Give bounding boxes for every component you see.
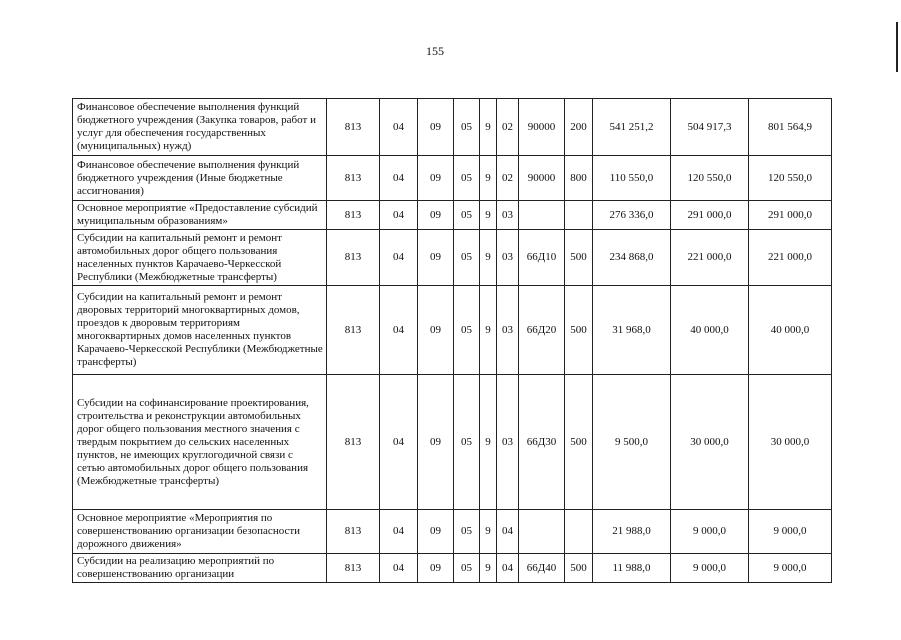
row-description: Основное мероприятие «Мероприятия по совершенствованию организации безопасности дорожного движения» <box>73 510 327 554</box>
cell-expense-type <box>565 201 593 230</box>
cell-expense-type <box>565 510 593 554</box>
cell-amount-year-2: 120 550,0 <box>671 156 749 201</box>
cell-subprogram: 9 <box>480 201 497 230</box>
cell-subprogram: 9 <box>480 510 497 554</box>
cell-section: 04 <box>380 375 418 510</box>
cell-subsection: 09 <box>418 375 454 510</box>
table-row <box>73 230 832 286</box>
cell-target-item: 90000 <box>519 99 565 156</box>
cell-amount-year-3: 221 000,0 <box>749 230 832 286</box>
cell-section: 04 <box>380 156 418 201</box>
cell-expense-type: 500 <box>565 554 593 583</box>
cell-target-item <box>519 510 565 554</box>
cell-section: 04 <box>380 510 418 554</box>
cell-amount-year-3: 40 000,0 <box>749 286 832 375</box>
cell-program: 05 <box>454 554 480 583</box>
cell-code-813: 813 <box>327 510 380 554</box>
cell-amount-year-1: 11 988,0 <box>593 554 671 583</box>
row-description: Субсидии на софинансирование проектирования, строительства и реконструкции автомобильных дорог общего пользования местного значения с твердым покрытием до сельских населенных пунктов, не имеющих круглогодичной связи с сетью автомобильных дорог общего пользования (Межбюджетные трансферты) <box>73 375 327 510</box>
cell-code-813: 813 <box>327 156 380 201</box>
cell-expense-type: 500 <box>565 375 593 510</box>
row-description: Субсидии на капитальный ремонт и ремонт автомобильных дорог общего пользования населенных пунктов Карачаево-Черкесской Республики (Межбюджетные трансферты) <box>73 230 327 286</box>
cell-amount-year-3: 9 000,0 <box>749 554 832 583</box>
table-row <box>73 554 832 583</box>
cell-target-item: 90000 <box>519 156 565 201</box>
table-row <box>73 375 832 510</box>
cell-program: 05 <box>454 201 480 230</box>
cell-subprogram: 9 <box>480 375 497 510</box>
cell-code-813: 813 <box>327 201 380 230</box>
cell-code-813: 813 <box>327 99 380 156</box>
table-row <box>73 201 832 230</box>
cell-main-event: 04 <box>497 554 519 583</box>
cell-main-event: 03 <box>497 286 519 375</box>
cell-program: 05 <box>454 286 480 375</box>
cell-amount-year-1: 234 868,0 <box>593 230 671 286</box>
cell-section: 04 <box>380 230 418 286</box>
cell-expense-type: 200 <box>565 99 593 156</box>
table-row <box>73 286 832 375</box>
cell-program: 05 <box>454 99 480 156</box>
cell-target-item: 66Д10 <box>519 230 565 286</box>
cell-expense-type: 800 <box>565 156 593 201</box>
cell-amount-year-2: 9 000,0 <box>671 554 749 583</box>
cell-main-event: 03 <box>497 201 519 230</box>
cell-code-813: 813 <box>327 554 380 583</box>
cell-subprogram: 9 <box>480 554 497 583</box>
budget-table-body <box>73 99 832 583</box>
cell-amount-year-3: 9 000,0 <box>749 510 832 554</box>
cell-subsection: 09 <box>418 554 454 583</box>
cell-amount-year-1: 276 336,0 <box>593 201 671 230</box>
cell-target-item <box>519 201 565 230</box>
cell-main-event: 03 <box>497 375 519 510</box>
cell-subprogram: 9 <box>480 99 497 156</box>
cell-target-item: 66Д30 <box>519 375 565 510</box>
cell-main-event: 03 <box>497 230 519 286</box>
table-row <box>73 510 832 554</box>
cell-subsection: 09 <box>418 230 454 286</box>
cell-amount-year-1: 9 500,0 <box>593 375 671 510</box>
cell-section: 04 <box>380 286 418 375</box>
row-description: Основное мероприятие «Предоставление субсидий муниципальным образованиям» <box>73 201 327 230</box>
cell-amount-year-3: 120 550,0 <box>749 156 832 201</box>
row-description: Субсидии на капитальный ремонт и ремонт дворовых территорий многоквартирных домов, проездов к дворовым территориям многоквартирных домов населенных пунктов Карачаево-Черкесской Республики (Межбюджетные трансферты) <box>73 286 327 375</box>
scan-edge-mark <box>896 22 898 72</box>
cell-subsection: 09 <box>418 510 454 554</box>
cell-subprogram: 9 <box>480 230 497 286</box>
cell-section: 04 <box>380 201 418 230</box>
cell-main-event: 04 <box>497 510 519 554</box>
cell-amount-year-1: 541 251,2 <box>593 99 671 156</box>
cell-code-813: 813 <box>327 230 380 286</box>
cell-amount-year-2: 30 000,0 <box>671 375 749 510</box>
cell-subprogram: 9 <box>480 286 497 375</box>
cell-amount-year-2: 504 917,3 <box>671 99 749 156</box>
cell-target-item: 66Д40 <box>519 554 565 583</box>
cell-expense-type: 500 <box>565 230 593 286</box>
cell-subsection: 09 <box>418 286 454 375</box>
cell-amount-year-1: 110 550,0 <box>593 156 671 201</box>
cell-target-item: 66Д20 <box>519 286 565 375</box>
budget-table <box>72 98 832 583</box>
cell-amount-year-2: 291 000,0 <box>671 201 749 230</box>
cell-program: 05 <box>454 156 480 201</box>
cell-section: 04 <box>380 99 418 156</box>
page-number: 155 <box>426 44 444 58</box>
cell-subsection: 09 <box>418 156 454 201</box>
cell-main-event: 02 <box>497 99 519 156</box>
row-description: Субсидии на реализацию мероприятий по совершенствованию организации <box>73 554 327 583</box>
cell-amount-year-2: 221 000,0 <box>671 230 749 286</box>
cell-code-813: 813 <box>327 375 380 510</box>
cell-subsection: 09 <box>418 201 454 230</box>
cell-expense-type: 500 <box>565 286 593 375</box>
cell-program: 05 <box>454 375 480 510</box>
cell-subsection: 09 <box>418 99 454 156</box>
cell-program: 05 <box>454 230 480 286</box>
cell-program: 05 <box>454 510 480 554</box>
cell-amount-year-2: 40 000,0 <box>671 286 749 375</box>
cell-amount-year-3: 801 564,9 <box>749 99 832 156</box>
cell-amount-year-2: 9 000,0 <box>671 510 749 554</box>
row-description: Финансовое обеспечение выполнения функций бюджетного учреждения (Закупка товаров, работ и услуг для обеспечения государственных (муниципальных) нужд) <box>73 99 327 156</box>
cell-amount-year-1: 21 988,0 <box>593 510 671 554</box>
cell-amount-year-3: 30 000,0 <box>749 375 832 510</box>
cell-amount-year-3: 291 000,0 <box>749 201 832 230</box>
row-description: Финансовое обеспечение выполнения функций бюджетного учреждения (Иные бюджетные ассигнования) <box>73 156 327 201</box>
cell-main-event: 02 <box>497 156 519 201</box>
cell-code-813: 813 <box>327 286 380 375</box>
cell-subprogram: 9 <box>480 156 497 201</box>
table-row <box>73 99 832 156</box>
cell-amount-year-1: 31 968,0 <box>593 286 671 375</box>
cell-section: 04 <box>380 554 418 583</box>
table-row <box>73 156 832 201</box>
